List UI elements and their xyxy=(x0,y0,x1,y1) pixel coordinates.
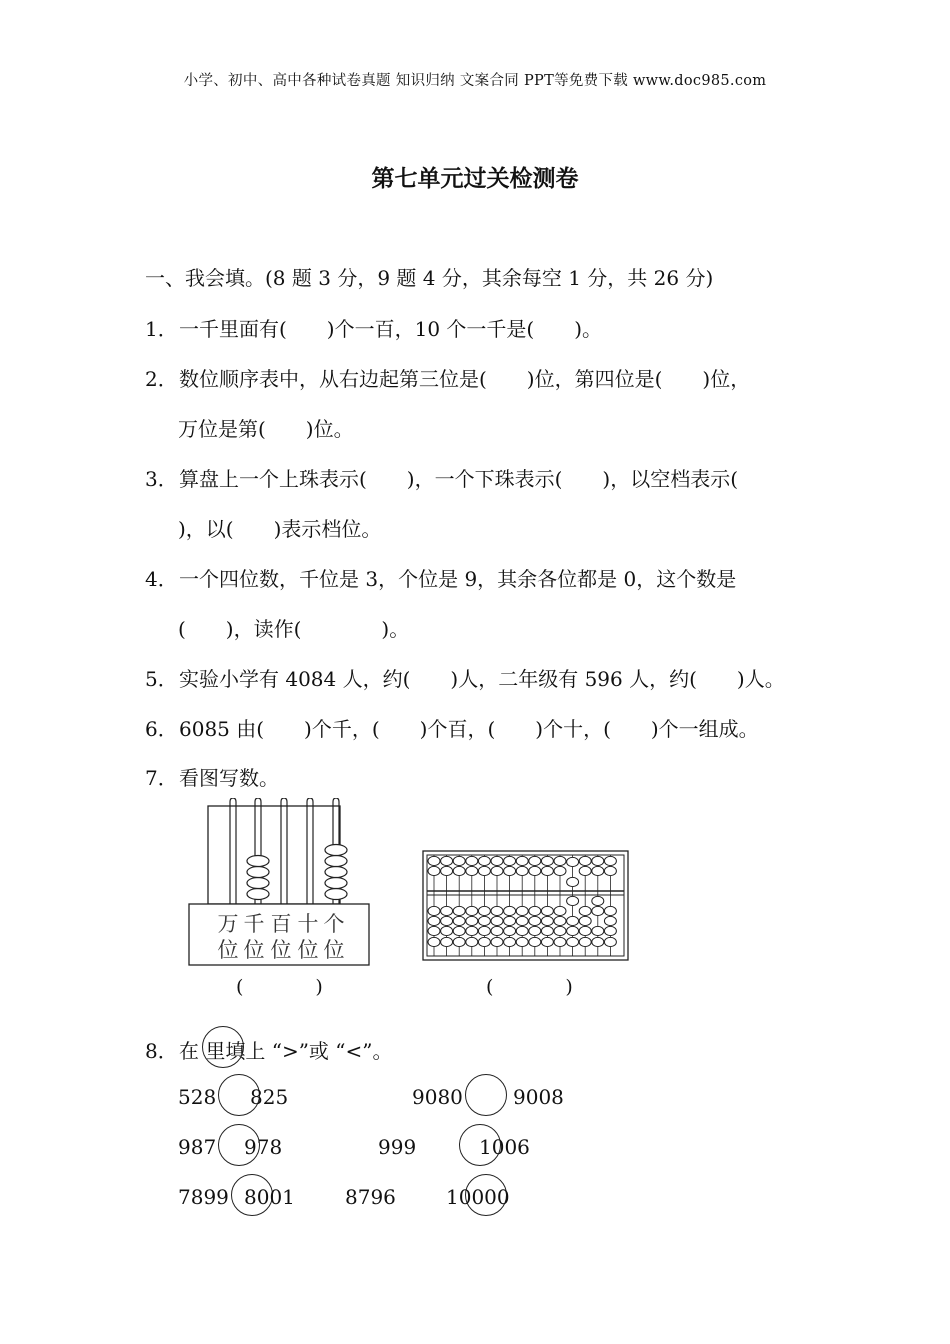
compare-blank-circle[interactable] xyxy=(465,1074,507,1116)
suanpan-bead xyxy=(604,937,616,946)
question-text: 在 里填上 “>”或 “<”。 xyxy=(179,1039,393,1063)
suanpan-bead xyxy=(567,916,579,925)
suanpan-bead xyxy=(529,866,541,875)
suanpan-bead xyxy=(441,906,453,915)
question-text: 一个四位数，千位是 3，个位是 9，其余各位都是 0，这个数是 xyxy=(179,567,737,591)
compare-right: 1006 xyxy=(479,1135,530,1159)
suanpan-bead xyxy=(453,866,465,875)
circle-symbol xyxy=(202,1026,244,1068)
bead xyxy=(325,889,347,900)
frame-border xyxy=(208,806,340,904)
suanpan-bead xyxy=(529,856,541,865)
rods xyxy=(230,798,339,904)
suanpan-bead xyxy=(516,856,528,865)
suanpan-bead xyxy=(466,916,478,925)
paren-close: ) xyxy=(565,976,573,998)
label-ge: 个 xyxy=(323,912,345,936)
suanpan-bead xyxy=(504,856,516,865)
label-shi: 十 xyxy=(297,912,319,936)
suanpan-bead xyxy=(529,926,541,935)
question-4-cont: ( )，读作( )。 xyxy=(178,617,410,641)
bead xyxy=(247,856,269,867)
suanpan-bead xyxy=(554,856,566,865)
suanpan-bead xyxy=(516,937,528,946)
suanpan-bead xyxy=(453,906,465,915)
suanpan-bead xyxy=(554,866,566,875)
paren-close: ) xyxy=(315,976,323,998)
bead xyxy=(247,867,269,878)
answer-blank-2 xyxy=(486,976,573,998)
suanpan-bead xyxy=(491,906,503,915)
suanpan-bead xyxy=(491,856,503,865)
suanpan-bead xyxy=(466,937,478,946)
suanpan-bead xyxy=(554,937,566,946)
suanpan-bead xyxy=(604,926,616,935)
compare-left: 7899 xyxy=(178,1185,229,1209)
suanpan-bead xyxy=(428,906,440,915)
question-3-cont: )，以( )表示档位。 xyxy=(178,517,382,541)
suanpan-bead xyxy=(478,906,490,915)
question-6 xyxy=(145,713,759,742)
question-number: 8． xyxy=(145,1039,178,1063)
paren-open: ( xyxy=(236,976,244,998)
suanpan-bead xyxy=(541,856,553,865)
section-heading: 一、我会填。(8 题 3 分，9 题 4 分，其余每空 1 分，共 26 分) xyxy=(145,266,714,290)
label-wei: 位 xyxy=(297,938,319,962)
counting-frame-figure xyxy=(186,798,376,970)
label-wei: 位 xyxy=(323,938,345,962)
compare-left: 999 xyxy=(378,1135,417,1159)
question-text: 实验小学有 4084 人，约( )人，二年级有 596 人，约( )人。 xyxy=(179,667,785,691)
suanpan-bead xyxy=(491,866,503,875)
label-wei: 位 xyxy=(217,938,239,962)
suanpan-bead xyxy=(453,937,465,946)
suanpan-bead xyxy=(504,926,516,935)
compare-right: 8001 xyxy=(244,1185,295,1209)
suanpan-bead xyxy=(466,856,478,865)
suanpan-bead xyxy=(579,856,591,865)
question-2 xyxy=(145,363,750,392)
compare-left: 8796 xyxy=(345,1185,396,1209)
bead xyxy=(325,845,347,856)
paren-open: ( xyxy=(486,976,494,998)
suanpan-bead xyxy=(516,866,528,875)
question-text: 6085 由( )个千，( )个百，( )个十，( )个一组成。 xyxy=(179,717,759,741)
suanpan-bead xyxy=(592,926,604,935)
suanpan-bead xyxy=(478,916,490,925)
suanpan-bead xyxy=(592,906,604,915)
suanpan-bead xyxy=(541,866,553,875)
suanpan-bead xyxy=(491,926,503,935)
suanpan-bead xyxy=(428,926,440,935)
suanpan-bead xyxy=(541,937,553,946)
label-qian: 千 xyxy=(243,912,265,936)
label-wei: 位 xyxy=(243,938,265,962)
question-8 xyxy=(145,1035,393,1064)
compare-right: 10000 xyxy=(446,1185,510,1209)
suanpan-bead xyxy=(541,926,553,935)
suanpan-bead xyxy=(529,916,541,925)
suanpan-bead xyxy=(466,906,478,915)
question-7 xyxy=(145,762,279,791)
suanpan-bead xyxy=(604,856,616,865)
question-text: 算盘上一个上珠表示( )，一个下珠表示( )，以空档表示( xyxy=(179,467,739,491)
suanpan-bead xyxy=(567,877,579,886)
suanpan-bead xyxy=(516,906,528,915)
question-number: 6． xyxy=(145,717,178,741)
compare-left: 987 xyxy=(178,1135,217,1159)
compare-left: 9080 xyxy=(412,1085,463,1109)
suanpan-bead xyxy=(592,866,604,875)
suanpan-bead xyxy=(541,916,553,925)
suanpan-bead xyxy=(441,937,453,946)
question-number: 7． xyxy=(145,766,178,790)
suanpan-bead xyxy=(579,906,591,915)
question-2-cont: 万位是第( )位。 xyxy=(178,417,354,441)
suanpan-beads xyxy=(428,855,616,956)
question-text: 看图写数。 xyxy=(179,766,279,790)
rod-wan xyxy=(230,798,236,904)
suanpan-bead xyxy=(529,937,541,946)
compare-left: 528 xyxy=(178,1085,217,1109)
suanpan-bead xyxy=(604,906,616,915)
suanpan-bead xyxy=(567,857,579,866)
suanpan-bead xyxy=(567,937,579,946)
suanpan-bead xyxy=(567,926,579,935)
suanpan-bead xyxy=(504,937,516,946)
label-bai: 百 xyxy=(270,912,292,936)
bead xyxy=(247,889,269,900)
suanpan-bead xyxy=(478,926,490,935)
suanpan-bead xyxy=(604,916,616,925)
suanpan-bead xyxy=(478,937,490,946)
beads-qian xyxy=(247,856,269,900)
suanpan-bead xyxy=(428,856,440,865)
suanpan-bead xyxy=(567,896,579,905)
suanpan-bead xyxy=(592,937,604,946)
question-5 xyxy=(145,663,785,692)
compare-right: 978 xyxy=(244,1135,283,1159)
rod-shi xyxy=(307,798,313,904)
suanpan-bead xyxy=(491,916,503,925)
question-3 xyxy=(145,463,738,492)
question-number: 1． xyxy=(145,317,178,341)
suanpan-bead xyxy=(516,926,528,935)
page-header: 小学、初中、高中各种试卷真题 知识归纳 文案合同 PPT等免费下载 www.doc985.com xyxy=(183,73,767,89)
question-4 xyxy=(145,563,736,592)
bead xyxy=(247,878,269,889)
suanpan-bead xyxy=(428,866,440,875)
compare-right: 9008 xyxy=(513,1085,564,1109)
page-title: 第七单元过关检测卷 xyxy=(371,166,579,192)
question-text: 一千里面有( )个一百，10 个一千是( )。 xyxy=(179,317,603,341)
suanpan-bead xyxy=(491,937,503,946)
suanpan-bead xyxy=(428,937,440,946)
question-1 xyxy=(145,313,602,342)
beads-shi xyxy=(325,845,347,900)
answer-blank-1 xyxy=(236,976,323,998)
suanpan-bead xyxy=(529,906,541,915)
suanpan-bead xyxy=(592,896,604,905)
suanpan-bead xyxy=(504,866,516,875)
question-number: 5． xyxy=(145,667,178,691)
suanpan-bead xyxy=(441,856,453,865)
suanpan-bead xyxy=(592,856,604,865)
suanpan-bead xyxy=(554,916,566,925)
bead xyxy=(325,856,347,867)
suanpan-figure xyxy=(422,850,630,962)
suanpan-bead xyxy=(478,856,490,865)
suanpan-bead xyxy=(504,916,516,925)
suanpan-bead xyxy=(554,926,566,935)
suanpan-bead xyxy=(579,926,591,935)
suanpan-bead xyxy=(504,906,516,915)
suanpan-bead xyxy=(441,866,453,875)
suanpan-bead xyxy=(453,926,465,935)
question-number: 2． xyxy=(145,367,178,391)
suanpan-bead xyxy=(541,906,553,915)
suanpan-bead xyxy=(441,926,453,935)
suanpan-bead xyxy=(579,866,591,875)
suanpan-bead xyxy=(441,916,453,925)
question-number: 4． xyxy=(145,567,178,591)
compare-right: 825 xyxy=(250,1085,289,1109)
question-number: 3． xyxy=(145,467,178,491)
suanpan-bead xyxy=(453,856,465,865)
question-text: 数位顺序表中，从右边起第三位是( )位，第四位是( )位， xyxy=(179,367,751,391)
bead xyxy=(325,878,347,889)
rod-bai xyxy=(281,798,287,904)
suanpan-bead xyxy=(516,916,528,925)
suanpan-bead xyxy=(428,916,440,925)
suanpan-bead xyxy=(453,916,465,925)
suanpan-bead xyxy=(466,866,478,875)
label-wei: 位 xyxy=(270,938,292,962)
suanpan-bead xyxy=(466,926,478,935)
suanpan-bead xyxy=(478,866,490,875)
label-wan: 万 xyxy=(217,912,239,936)
suanpan-bead xyxy=(554,906,566,915)
suanpan-bead xyxy=(604,866,616,875)
suanpan-bead xyxy=(579,937,591,946)
suanpan-bead xyxy=(579,916,591,925)
bead xyxy=(325,867,347,878)
